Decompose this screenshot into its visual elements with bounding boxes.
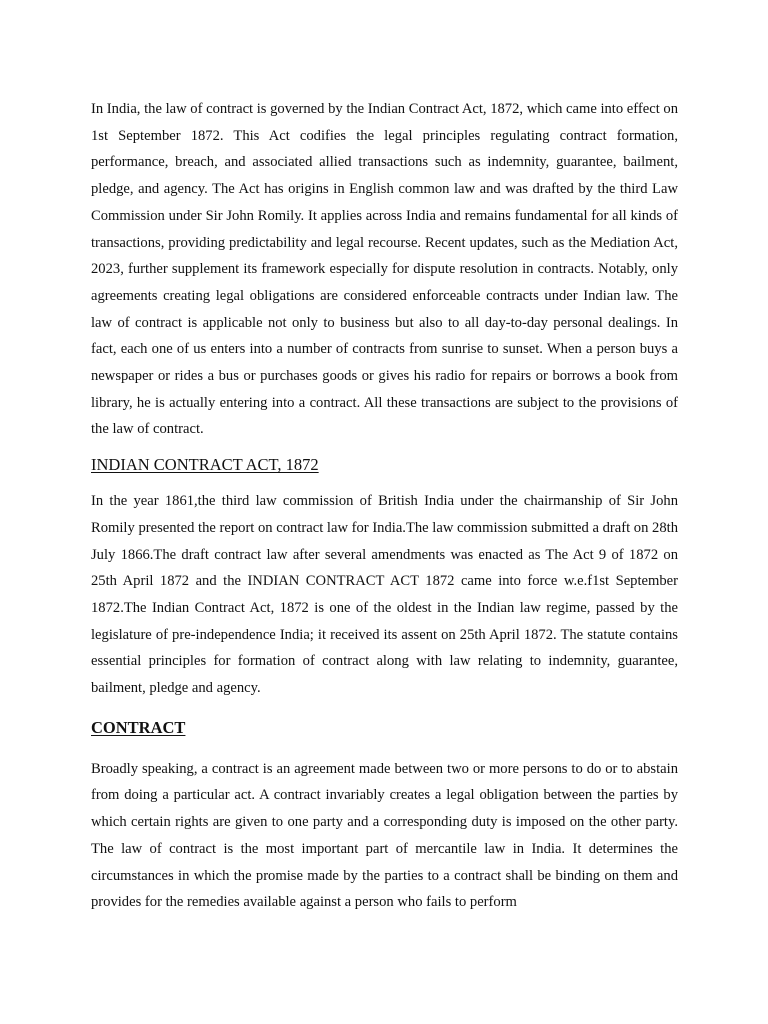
section-heading-indian-contract-act: INDIAN CONTRACT ACT, 1872 [91,455,319,475]
indian-contract-act-paragraph: In the year 1861,the third law commission of British India under the chairmanship of Sir John Romily presented the report on contract law for India.The law commission submitted a draft on 28th July 1866.The draft contract law after several amendments was enacted as The Act 9 of 1872 on 25th April 1872 and the INDIAN CONTRACT ACT 1872 came into force w.e.f1st September 1872.The Indian Contract Act, 1872 is one of the oldest in the Indian law regime, passed by the legislature of pre-independence India; it received its assent on 25th April 1872. The statute contains essential principles for formation of contract along with law relating to indemnity, guarantee, bailment, pledge and agency. [91,493,678,697]
document-body [91,96,678,916]
intro-paragraph: In India, the law of contract is governed by the Indian Contract Act, 1872, which came into effect on 1st September 1872. This Act codifies the legal principles regulating contract formation, performance, breach, and associated allied transactions such as indemnity, guarantee, bailment, pledge, and agency. The Act has origins in English common law and was drafted by the third Law Commission under Sir John Romily. It applies across India and remains fundamental for all kinds of transactions, providing predictability and legal recourse. Recent updates, such as the Mediation Act, 2023, further supplement its framework especially for dispute resolution in contracts. Notably, only agreements creating legal obligations are considered enforceable contracts under Indian law. The law of contract is applicable not only to business but also to all day-to-day personal dealings. In fact, each one of us enters into a number of contracts from sunrise to sunset. When a person buys a newspaper or rides a bus or purchases goods or gives his radio for repairs or borrows a book from library, he is actually entering into a contract. All these transactions are subject to the provisions of the law of contract. [91,101,678,438]
contract-paragraph: Broadly speaking, a contract is an agreement made between two or more persons to do or to abstain from doing a particular act. A contract invariably creates a legal obligation between the parties by which certain rights are given to one party and a corresponding duty is imposed on the other party. The law of contract is the most important part of mercantile law in India. It determines the circumstances in which the promise made by the parties to a contract shall be binding on them and provides for the remedies available against a person who fails to perform [91,760,678,911]
section-heading-contract: CONTRACT [91,717,186,737]
